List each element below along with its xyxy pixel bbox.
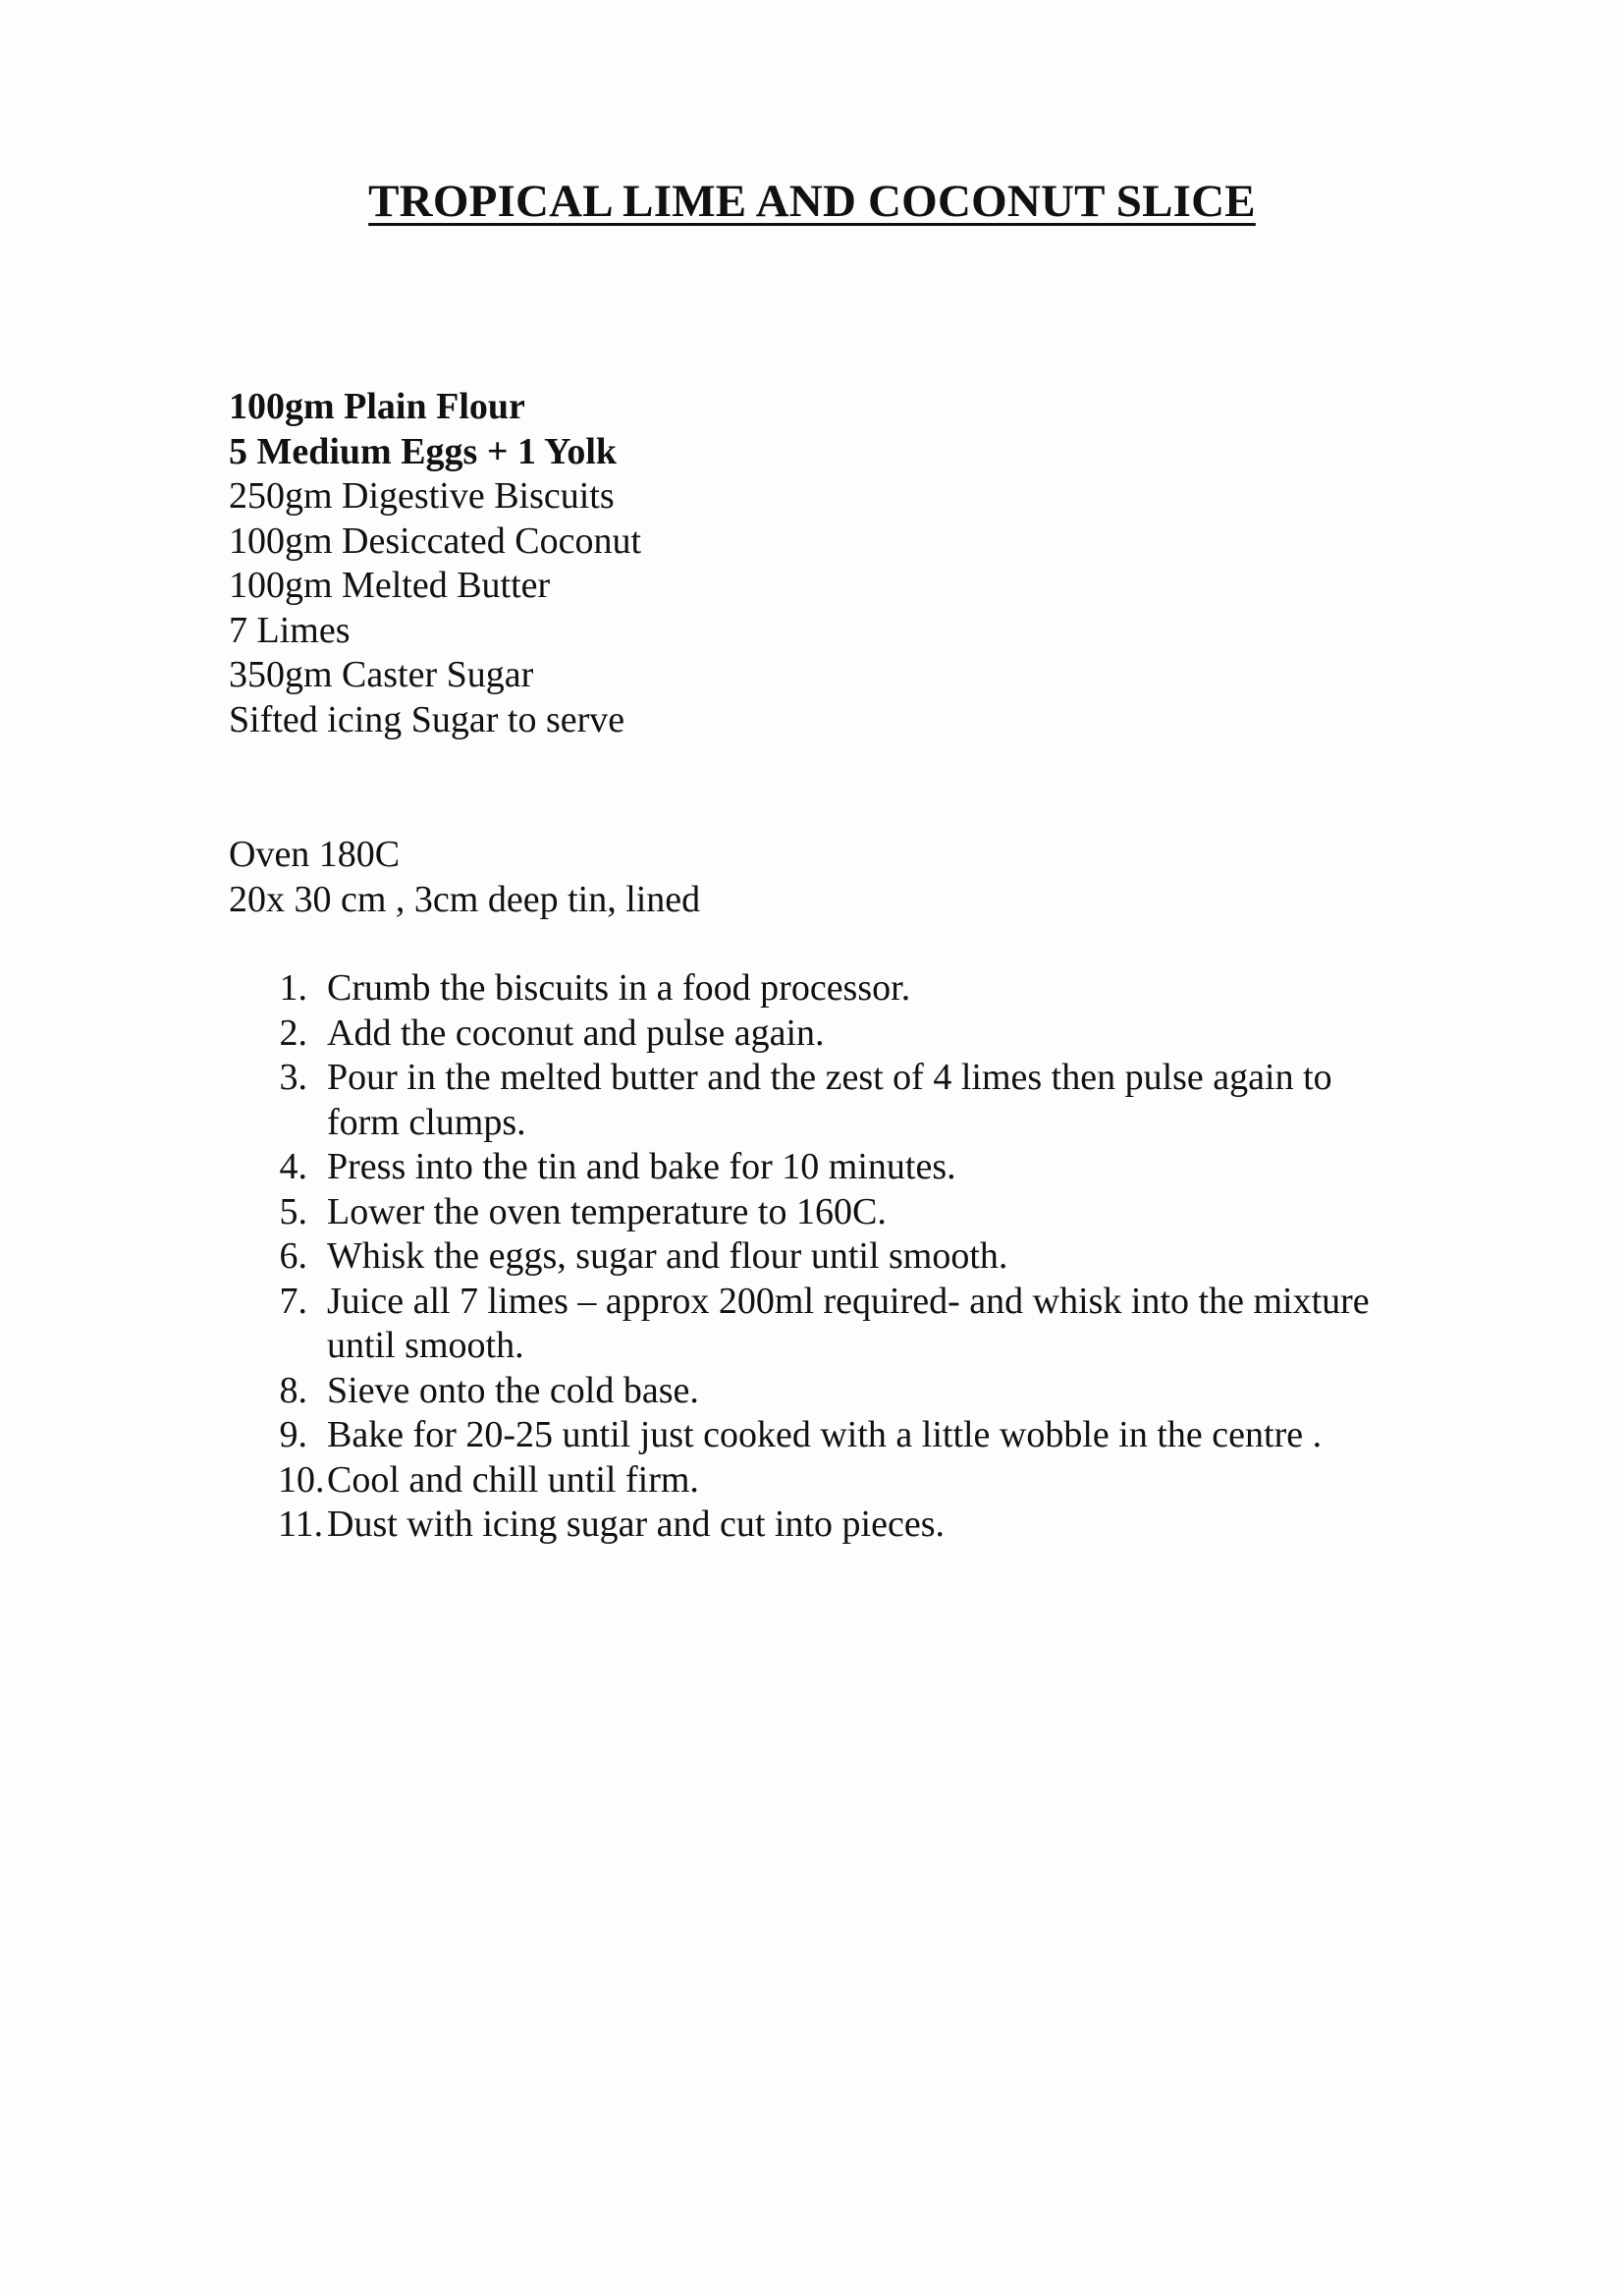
method-step bbox=[229, 1011, 1407, 1057]
recipe-title: TROPICAL LIME AND COCONUT SLICE bbox=[368, 176, 1256, 227]
ingredient-item: 100gm Plain Flour bbox=[229, 386, 525, 427]
ingredient-list bbox=[229, 385, 641, 742]
method-step bbox=[229, 1280, 1407, 1369]
ingredient-item: Sifted icing Sugar to serve bbox=[229, 698, 625, 740]
step-text: Whisk the eggs, sugar and flour until smooth. bbox=[327, 1235, 1008, 1277]
step-number: 2. bbox=[279, 1011, 307, 1054]
step-number: 3. bbox=[279, 1057, 307, 1098]
ingredient-item: 7 Limes bbox=[229, 609, 351, 651]
step-number: 6. bbox=[279, 1235, 307, 1277]
method-step bbox=[229, 1503, 1407, 1548]
ingredient-item: 5 Medium Eggs + 1 Yolk bbox=[229, 430, 618, 472]
step-text: Add the coconut and pulse again. bbox=[327, 1011, 825, 1054]
step-text: Sieve onto the cold base. bbox=[327, 1369, 699, 1411]
method-step bbox=[229, 1056, 1407, 1145]
step-text: Cool and chill until firm. bbox=[327, 1458, 699, 1501]
ingredient-item: 250gm Digestive Biscuits bbox=[229, 475, 615, 517]
tin-size: 20x 30 cm , 3cm deep tin, lined bbox=[229, 879, 701, 920]
method-step bbox=[229, 966, 1407, 1011]
ingredient-item: 100gm Melted Butter bbox=[229, 565, 551, 606]
step-text: Dust with icing sugar and cut into pieces. bbox=[327, 1503, 945, 1545]
step-text: Pour in the melted butter and the zest of 4 limes then pulse again to form clumps. bbox=[327, 1057, 1332, 1143]
method-step bbox=[229, 1458, 1407, 1503]
step-text: Lower the oven temperature to 160C. bbox=[327, 1190, 887, 1232]
method-step bbox=[229, 1413, 1407, 1458]
step-number: 5. bbox=[279, 1190, 307, 1232]
step-number: 11. bbox=[278, 1503, 324, 1545]
ingredient-item: 350gm Caster Sugar bbox=[229, 654, 534, 695]
step-text: Juice all 7 limes – approx 200ml required- and whisk into the mixture until smooth. bbox=[327, 1280, 1370, 1366]
oven-temperature: Oven 180C bbox=[229, 834, 401, 875]
step-number: 8. bbox=[279, 1369, 307, 1411]
baking-setup bbox=[229, 832, 700, 922]
step-text: Crumb the biscuits in a food processor. bbox=[327, 967, 911, 1009]
step-text: Press into the tin and bake for 10 minutes. bbox=[327, 1146, 956, 1187]
step-number: 10. bbox=[278, 1458, 325, 1501]
step-text: Bake for 20-25 until just cooked with a little wobble in the centre . bbox=[327, 1414, 1323, 1455]
method-step bbox=[229, 1190, 1407, 1235]
method-step bbox=[229, 1234, 1407, 1280]
method-steps bbox=[229, 966, 1407, 1548]
step-number: 4. bbox=[279, 1146, 307, 1187]
method-step bbox=[229, 1145, 1407, 1190]
step-number: 9. bbox=[279, 1414, 307, 1455]
method-step bbox=[229, 1369, 1407, 1414]
step-number: 1. bbox=[279, 967, 307, 1009]
step-number: 7. bbox=[279, 1280, 307, 1322]
ingredient-item: 100gm Desiccated Coconut bbox=[229, 519, 642, 562]
